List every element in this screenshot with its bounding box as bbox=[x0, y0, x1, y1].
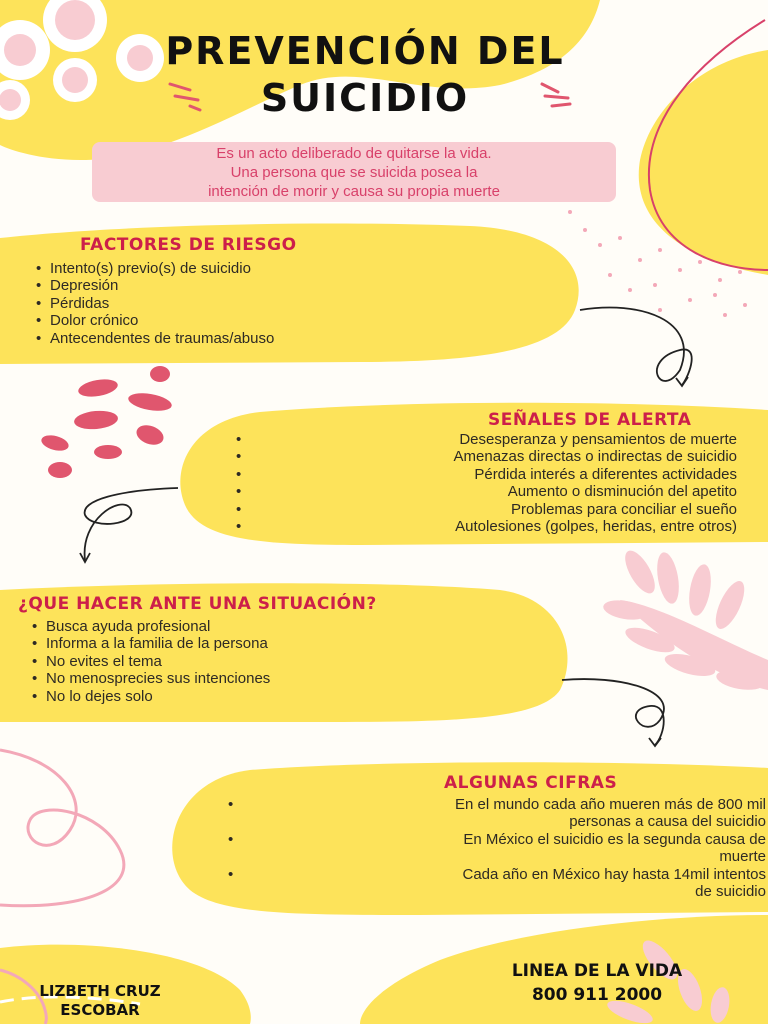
hotline-label: LINEA DE LA VIDA bbox=[511, 961, 683, 981]
author-name bbox=[0, 982, 200, 1020]
list-item: Problemas para conciliar el sueño bbox=[511, 500, 737, 518]
figure-line: En el mundo cada año mueren más de 800 mil bbox=[454, 796, 766, 813]
author-line-2: ESCOBAR bbox=[60, 1001, 140, 1019]
intro-line-2: Una persona que se suicida posea la bbox=[230, 164, 478, 181]
intro-line-1: Es un acto deliberado de quitarse la vida. bbox=[216, 145, 492, 162]
figure-line: Cada año en México hay hasta 14mil intentos bbox=[462, 865, 766, 883]
list-item: • Depresión bbox=[32, 277, 274, 294]
list-item: Desesperanza y pensamientos de muerte bbox=[459, 431, 737, 448]
page-title-line-1: PREVENCIÓN DEL bbox=[165, 29, 565, 73]
list-item: Autolesiones (golpes, heridas, entre otros) bbox=[455, 518, 737, 536]
what-to-do-list bbox=[28, 618, 270, 705]
list-item: Amenazas directas o indirectas de suicidio bbox=[453, 448, 737, 466]
intro-definition bbox=[92, 142, 616, 202]
risk-factors-list bbox=[32, 260, 274, 347]
list-item: • Dolor crónico bbox=[32, 312, 274, 329]
page-title-line-2: SUICIDIO bbox=[260, 76, 470, 120]
warning-signs-list bbox=[250, 431, 737, 535]
list-item: • Informa a la familia de la persona bbox=[28, 635, 270, 652]
author-line-1: LIZBETH CRUZ bbox=[39, 982, 161, 1000]
list-item: • No menosprecies sus intenciones bbox=[28, 670, 270, 687]
figure-line: En México el suicidio es la segunda causa de bbox=[463, 830, 766, 848]
list-item: • Antecendentes de traumas/abuso bbox=[32, 330, 274, 347]
list-item: • No evites el tema bbox=[28, 653, 270, 670]
warning-signs-heading: SEÑALES DE ALERTA bbox=[488, 410, 692, 430]
figures-list bbox=[250, 796, 766, 900]
risk-factors-heading: FACTORES DE RIESGO bbox=[80, 235, 297, 255]
figures-heading: ALGUNAS CIFRAS bbox=[444, 773, 618, 793]
list-item: • Busca ayuda profesional bbox=[28, 618, 270, 635]
hotline-number: 800 911 2000 bbox=[531, 985, 663, 1005]
list-item: • Pérdidas bbox=[32, 295, 274, 312]
hotline-block bbox=[440, 959, 754, 1007]
list-item: Aumento o disminución del apetito bbox=[507, 483, 737, 501]
list-item: • Intento(s) previo(s) de suicidio bbox=[32, 260, 274, 277]
intro-line-3: intención de morir y causa su propia muerte bbox=[208, 183, 500, 200]
what-to-do-heading: ¿QUE HACER ANTE UNA SITUACIÓN? bbox=[18, 594, 377, 614]
list-item bbox=[250, 796, 766, 831]
page-title bbox=[130, 28, 600, 122]
list-item: • No lo dejes solo bbox=[28, 688, 270, 705]
list-item: Pérdida interés a diferentes actividades bbox=[474, 465, 737, 483]
list-item bbox=[250, 866, 766, 901]
figure-line: de suicidio bbox=[695, 883, 766, 901]
figure-line: muerte bbox=[719, 848, 766, 866]
list-item bbox=[250, 831, 766, 866]
figure-line: personas a causa del suicidio bbox=[569, 813, 766, 831]
